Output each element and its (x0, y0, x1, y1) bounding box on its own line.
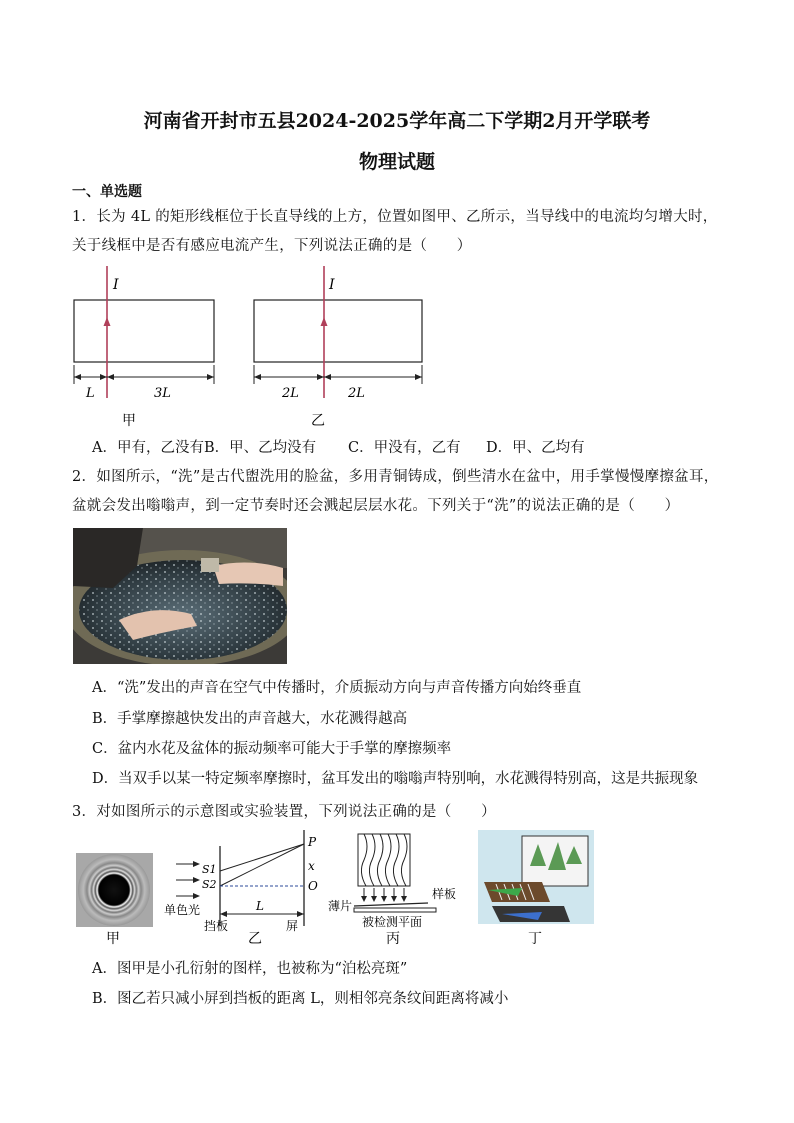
label-sheet: 薄片 (328, 899, 353, 913)
label-s2: S2 (202, 878, 217, 891)
label-sample: 样板 (432, 887, 457, 901)
wire-frame-jia (74, 300, 214, 362)
label-light: 单色光 (164, 903, 201, 917)
caption-q3-yi: 乙 (248, 931, 262, 947)
wire-frame-yi (254, 300, 422, 362)
dim-right-jia: 3L (154, 386, 171, 401)
bronze-basin-photo (73, 528, 287, 664)
label-p: P (308, 835, 317, 849)
question-3-text: 3．对如图所示的示意图或实验装置，下列说法正确的是（ ） (72, 804, 496, 820)
current-label-jia: I (113, 277, 119, 293)
caption-yi: 乙 (311, 413, 325, 429)
label-screen: 屏 (286, 919, 299, 933)
label-plane: 被检测平面 (362, 915, 423, 929)
label-x: x (308, 859, 315, 873)
section-heading: 一、单选题 (72, 184, 142, 200)
q2-option-d: D．当双手以某一特定频率摩擦时，盆耳发出的嗡嗡声特别响，水花溅得特别高，这是共振现象 (92, 771, 699, 787)
question-1-text: 1．长为 4L 的矩形线框位于长直导线的上方，位置如图甲、乙所示，当导线中的电流均匀增大时，关于线框中是否有感应电流产生，下列说法正确的是（ ） (72, 209, 718, 254)
q1-option-d: D．甲、乙均有 (486, 440, 585, 456)
page-title: 河南省开封市五县2024-2025学年高二下学期2月开学联考 (143, 110, 651, 132)
q3-figure-jia (76, 853, 153, 947)
q3-option-b: B．图乙若只减小屏到挡板的距离 L，则相邻亮条纹间距离将减小 (92, 991, 509, 1007)
question-2-text: 2．如图所示，“洗”是古代盥洗用的脸盆，多用青铜铸成，倒些清水在盆中，用手掌慢慢摩擦盆耳，盆就会发出嗡嗡声，到一定节奏时还会溅起层层水花。下列关于“洗”的说法正确的是（ ） (72, 469, 719, 514)
q1-figure-jia (74, 266, 214, 429)
q1-figure-yi (254, 266, 422, 429)
arrow-up-icon (104, 317, 111, 326)
q3-figure-ding (478, 830, 594, 947)
caption-q3-bing: 丙 (386, 931, 400, 947)
q3-figure (72, 826, 602, 950)
label-baffle: 挡板 (204, 919, 229, 933)
q1-option-b: B．甲、乙均没有 (204, 440, 317, 456)
q3-figure-bing (328, 834, 456, 947)
dim-left-jia: L (86, 386, 95, 401)
dim-left-yi: 2L (282, 386, 299, 401)
page-subtitle: 物理试题 (358, 151, 435, 173)
q3-figure-yi (164, 830, 318, 947)
label-s1: S1 (202, 863, 217, 876)
q3-option-a: A．图甲是小孔衍射的图样，也被称为“泊松亮斑” (92, 961, 408, 977)
caption-q3-ding: 丁 (528, 931, 542, 947)
q2-option-b: B．手掌摩擦越快发出的声音越大，水花溅得越高 (92, 711, 408, 727)
q1-option-c: C．甲没有，乙有 (348, 440, 461, 456)
label-o: O (308, 879, 318, 893)
q1-option-a: A．甲有，乙没有 (92, 440, 204, 456)
dim-right-yi: 2L (348, 386, 365, 401)
arrow-up-icon (321, 317, 328, 326)
label-l: L (256, 899, 264, 913)
caption-jia: 甲 (122, 413, 136, 429)
q1-figure (66, 262, 436, 437)
q2-option-a: A．“洗”发出的声音在空气中传播时，介质振动方向与声音传播方向始终垂直 (92, 680, 582, 696)
q2-option-c: C．盆内水花及盆体的振动频率可能大于手掌的摩擦频率 (92, 741, 452, 757)
current-label-yi: I (329, 277, 335, 293)
caption-q3-jia: 甲 (106, 931, 120, 947)
